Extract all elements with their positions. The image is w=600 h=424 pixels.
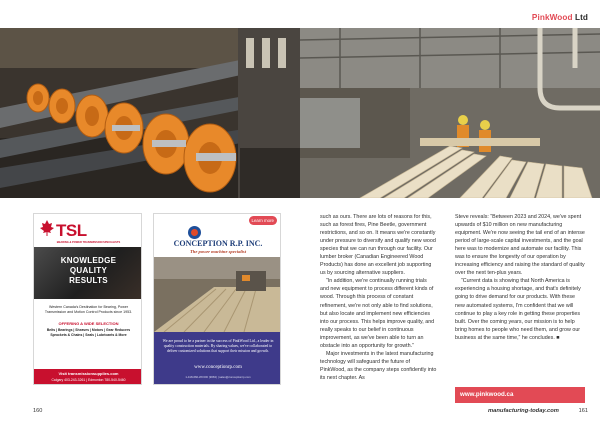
learn-more-button[interactable]: Learn more — [249, 216, 277, 225]
tsl-hero-line: QUALITY — [69, 266, 108, 275]
tsl-product-list — [38, 328, 139, 338]
tsl-logo-subtitle: BEARING & POWER TRANSMISSION SPECIALISTS — [56, 241, 121, 244]
conception-logo-icon — [188, 226, 201, 239]
article-paragraph: Steve reveals: “Between 2023 and 2024, we've spent upwards of $10 million on new manufacturing equipment. We're now seeing the tail end of an intense period of large-scale capital investments, and the goal here was to modernize and automate our facility. This was to ensure the longevity of our operation by increasing efficiency and raising the standard of quality over the next ten-plus years. — [455, 214, 585, 277]
article-paragraph: “Current data is showing that North America is experiencing a housing shortage, and that's definitely going to drive demand for our products. With these new automated systems, I'm confident that we will continue to play a key role in getting these properties built. Over the coming years, our mission is to help bring homes to people who need them, and grow our business at the same time,” he concludes. ■ — [455, 278, 581, 341]
conception-company-name: CONCEPTION R.P. INC. — [173, 239, 263, 248]
brand-suffix: Ltd — [574, 13, 588, 22]
tsl-offer-title: OFFERING A WIDE SELECTION — [58, 321, 119, 326]
tsl-logo: TSL — [56, 221, 87, 240]
sawmill-machinery-illustration — [0, 28, 300, 198]
tsl-hero — [34, 247, 142, 299]
conception-rp-advertisement[interactable] — [153, 213, 281, 385]
tsl-product-line: Sprockets & Chains | Seals | Lubricants & More — [50, 332, 127, 337]
article-column-right — [455, 213, 585, 342]
tsl-body — [34, 299, 142, 369]
article-paragraph: “In addition, we're continually running trials and new equipment to process different kinds of wood. Through this process of constant refinement, we're not only able to find solutions, but also locate and implement new efficiencies into our process. This helps improve quality, and really speaks to our belief in continuous improvement, as we've been able to turn an obstacle into an opportunity for growth.” — [320, 278, 435, 349]
tsl-product-line: Belts | Bearings | Sheaves | Motors | Gear Reducers — [46, 328, 131, 332]
brand-header — [532, 13, 588, 22]
footer-site-name: manufacturing-today.com — [488, 408, 559, 414]
conception-machinery-photo — [154, 257, 281, 332]
tsl-advertisement[interactable] — [33, 213, 142, 385]
sawmill-machinery-photo — [0, 28, 300, 198]
tsl-hero-text — [38, 256, 139, 286]
conception-contact: 1-418-660-WOOD (9663) | sales@conceptionrp.com — [185, 375, 251, 379]
lumber-production-line-workers-photo — [300, 28, 600, 198]
tsl-hero-line: KNOWLEDGE — [60, 256, 117, 265]
page-number-right: 161 — [578, 408, 588, 414]
tsl-hero-line: RESULTS — [69, 276, 108, 285]
article-paragraph: Major investments in the latest manufacturing technology will safeguard the future of PinkWood, as the company steps confidently into its next chapter. As — [320, 350, 437, 381]
tsl-footer — [34, 369, 142, 385]
page-number-left: 160 — [33, 408, 43, 414]
article-paragraph: such as ours. There are lots of reasons for this, such as forest fires, Pine Beetle, government restrictions, and so on. It means we're constantly under pressure to diversify and qualify new wood species that we can run through our facility. Our lumber broker (Canadian Engineered Wood Products) has done an excellent job supporting us by sourcing alternative suppliers. — [320, 214, 436, 277]
conception-info-panel — [154, 332, 281, 385]
maple-leaf-icon — [40, 220, 54, 236]
lumber-line-illustration — [300, 28, 600, 198]
pinkwood-website-link[interactable]: www.pinkwood.ca — [455, 387, 585, 403]
brand-name: PinkWood — [531, 13, 573, 22]
article-column-middle — [320, 213, 437, 382]
tsl-logo-area — [34, 214, 142, 247]
conception-photo-illustration — [154, 257, 281, 332]
conception-website-link[interactable]: www.conceptionrp.com — [194, 365, 242, 370]
conception-partner-text: We are proud to be a partner in the success of PinkWood Ltd., a leader in quality construction materials. By sharing values, we've collaborated to deliver customized solutions that support their mission and growth. — [162, 339, 274, 353]
conception-tagline: The power machine specialist — [189, 249, 246, 254]
tsl-phone-numbers: Calgary 403-243-3261 | Edmonton 780-540-5460 — [51, 378, 126, 382]
tsl-visit-link[interactable]: Visit transmissionsupplies.com — [58, 371, 119, 376]
tsl-description: Western Canada's Destination for Bearing, Power Transmission and Motion Control Products since 1953. — [44, 305, 133, 314]
